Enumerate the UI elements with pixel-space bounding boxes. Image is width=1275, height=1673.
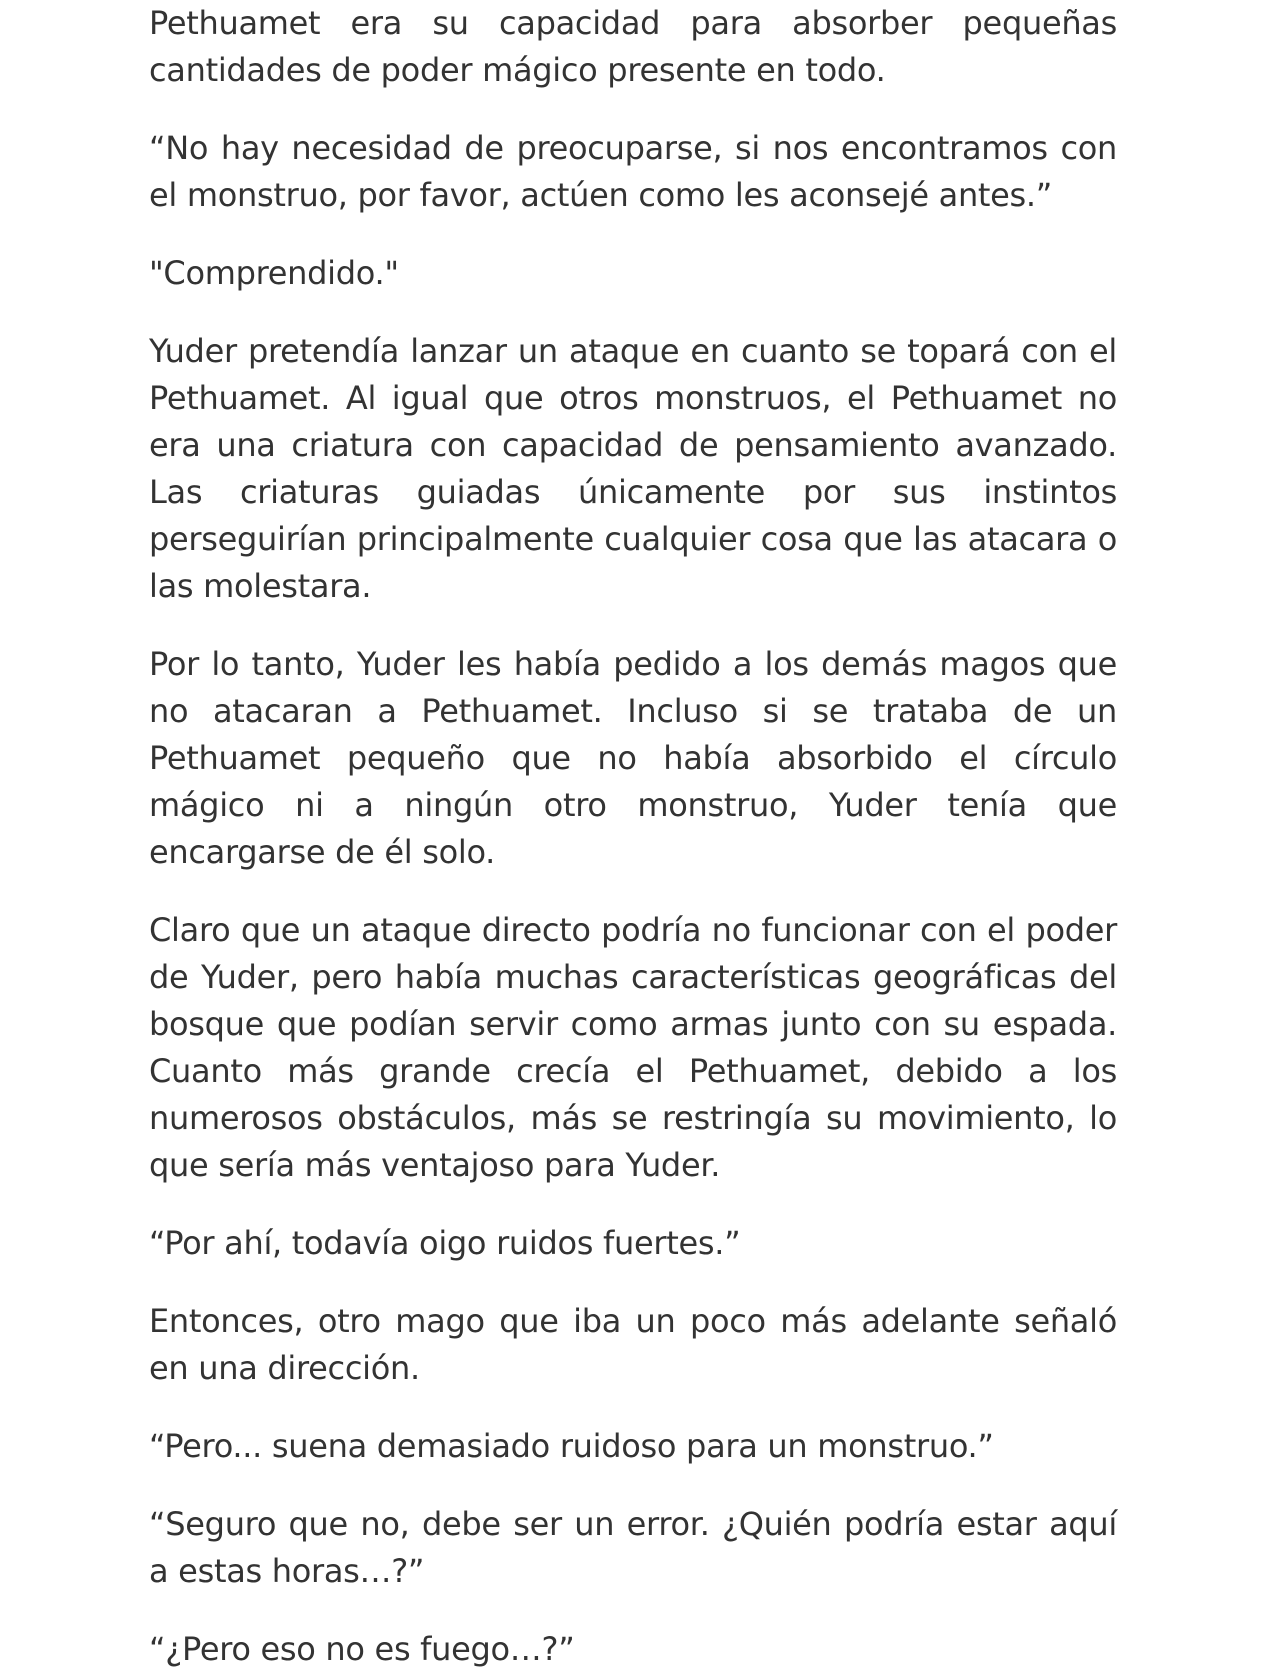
document-page (149, 0, 1117, 1673)
paragraph: “No hay necesidad de preocuparse, si nos encontramos con el monstruo, por favor, actúen como les aconsejé antes.” (149, 129, 1117, 214)
paragraph: “Por ahí, todavía oigo ruidos fuertes.” (149, 1224, 741, 1262)
paragraph: “Pero... suena demasiado ruidoso para un monstruo.” (149, 1427, 994, 1465)
paragraph: “¿Pero eso no es fuego…?” (149, 1630, 575, 1668)
paragraph: “Seguro que no, debe ser un error. ¿Quién podría estar aquí a estas horas…?” (149, 1505, 1117, 1590)
paragraph: "Comprendido." (149, 254, 399, 292)
paragraph: Claro que un ataque directo podría no funcionar con el poder de Yuder, pero había muchas características geográficas del bosque que podían servir como armas junto con su espada. Cuanto más grande crecía el Pethuamet, debido a los numerosos obstáculos, más se restringía su movimiento, lo que sería más ventajoso para Yuder. (149, 911, 1117, 1184)
paragraph: Yuder pretendía lanzar un ataque en cuanto se topará con el Pethuamet. Al igual que otros monstruos, el Pethuamet no era una criatura con capacidad de pensamiento avanzado. Las criaturas guiadas únicamente por sus instintos perseguirían principalmente cualquier cosa que las atacara o las molestara. (149, 332, 1117, 605)
paragraph: Entonces, otro mago que iba un poco más adelante señaló en una dirección. (149, 1302, 1117, 1387)
paragraph: Pethuamet era su capacidad para absorber pequeñas cantidades de poder mágico presente en todo. (149, 4, 1117, 89)
paragraph: Por lo tanto, Yuder les había pedido a los demás magos que no atacaran a Pethuamet. Incluso si se trataba de un Pethuamet pequeño que no había absorbido el círculo mágico ni a ningún otro monstruo, Yuder tenía que encargarse de él solo. (149, 645, 1117, 871)
